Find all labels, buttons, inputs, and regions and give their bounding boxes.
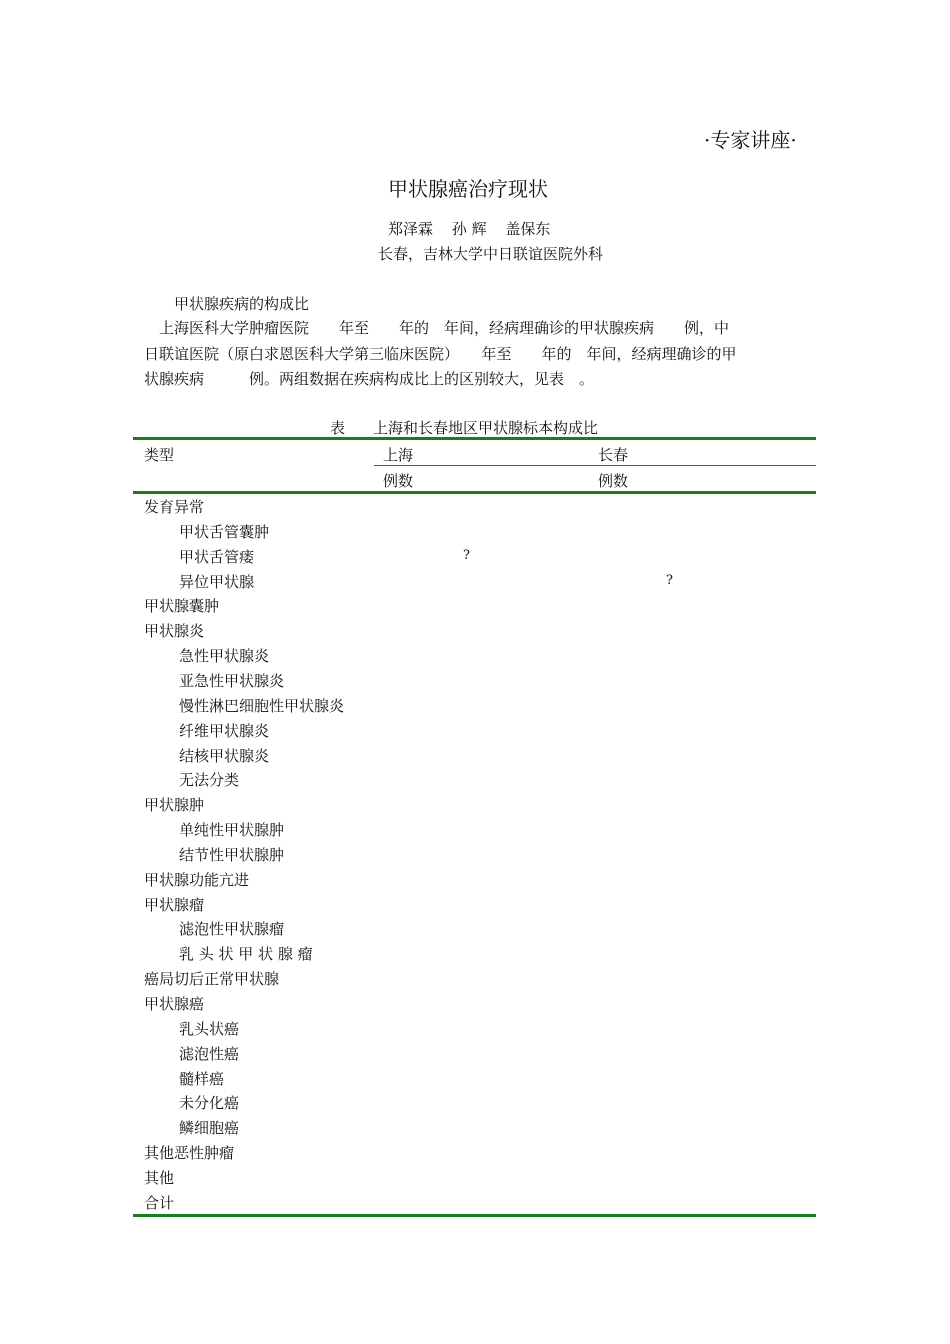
table-row-label: 鳞细胞癌 <box>179 1119 240 1138</box>
table-row-label: 急性甲状腺炎 <box>179 647 270 666</box>
table-row-label: 甲状腺癌 <box>144 995 205 1013</box>
affiliation: 长春，吉林大学中日联谊医院外科 <box>378 245 604 263</box>
table-row-label: 乳头状癌 <box>179 1019 240 1038</box>
table-row-label: 甲状腺功能亢进 <box>144 870 250 889</box>
table-row-label: 甲状腺炎 <box>144 622 205 641</box>
author-name: 孙 辉 <box>451 220 487 238</box>
table-row-label: 发育异常 <box>144 498 205 516</box>
table-row-label: 合计 <box>144 1193 175 1212</box>
article-title: 甲状腺癌治疗现状 <box>388 177 548 201</box>
col-header-type: 类型 <box>144 446 175 464</box>
table-row-label: 其他 <box>144 1168 175 1187</box>
paragraph-line: 上海医科大学肿瘤医院 年至 年的 年间，经病理确诊的甲状腺疾病 例，中 <box>144 319 730 337</box>
table-row-label: 甲状舌管囊肿 <box>179 522 270 541</box>
table-row-label: 异位甲状腺 <box>179 572 255 591</box>
table-row-label: 癌局切后正常甲状腺 <box>144 970 280 989</box>
table-row-label: 慢性淋巴细胞性甲状腺炎 <box>179 696 345 715</box>
column-tag: ·专家讲座· <box>704 128 797 152</box>
table-row-label: 髓样癌 <box>179 1069 225 1088</box>
table-row-label: 单纯性甲状腺肿 <box>179 821 285 840</box>
table-row-label: 滤泡性癌 <box>179 1044 240 1063</box>
table-cell-mark: ? <box>463 547 470 563</box>
header-bottom-rule <box>133 491 816 494</box>
table-row-label: 结节性甲状腺肿 <box>179 845 285 864</box>
table-row-label: 甲状腺囊肿 <box>144 597 220 616</box>
author-name: 盖保东 <box>505 220 551 238</box>
table-row-label: 滤泡性甲状腺瘤 <box>179 920 285 939</box>
authors <box>388 218 564 239</box>
section-heading: 甲状腺疾病的构成比 <box>174 295 310 313</box>
paragraph-line: 日联谊医院（原白求恩医科大学第三临床医院） 年至 年的 年间，经病理确诊的甲 <box>144 344 737 363</box>
table-row-label: 无法分类 <box>179 771 240 790</box>
table-row-label: 纤维甲状腺炎 <box>179 721 270 740</box>
table-caption-text: 上海和长春地区甲状腺标本构成比 <box>373 419 599 437</box>
col-header-shanghai: 上海 <box>383 446 414 464</box>
table-top-rule <box>133 437 816 440</box>
author-name: 郑泽霖 <box>388 220 434 238</box>
header-sub-rule <box>374 465 816 466</box>
table-row-label: 甲状舌管瘘 <box>179 547 255 566</box>
table-caption <box>330 417 598 438</box>
col-header-changchun: 长春 <box>598 446 629 464</box>
table-row-label: 结核甲状腺炎 <box>179 746 270 765</box>
table-row-label: 乳 头 状 甲 状 腺 瘤 <box>179 945 313 964</box>
table-row-label: 亚急性甲状腺炎 <box>179 671 285 690</box>
table-cell-mark: ? <box>666 572 673 588</box>
table-caption-prefix: 表 <box>330 419 346 437</box>
sub-header-count-changchun: 例数 <box>598 472 629 490</box>
table-row-label: 其他恶性肿瘤 <box>144 1144 235 1163</box>
body-paragraph <box>144 316 808 393</box>
sub-header-count-shanghai: 例数 <box>383 472 414 490</box>
paragraph-line: 状腺疾病 例。两组数据在疾病构成比上的区别较大，见表 。 <box>144 370 595 388</box>
table-row-label: 甲状腺瘤 <box>144 895 205 914</box>
table-row-label: 未分化癌 <box>179 1094 240 1113</box>
table-bottom-rule <box>133 1214 816 1217</box>
table-row-label: 甲状腺肿 <box>144 796 205 815</box>
